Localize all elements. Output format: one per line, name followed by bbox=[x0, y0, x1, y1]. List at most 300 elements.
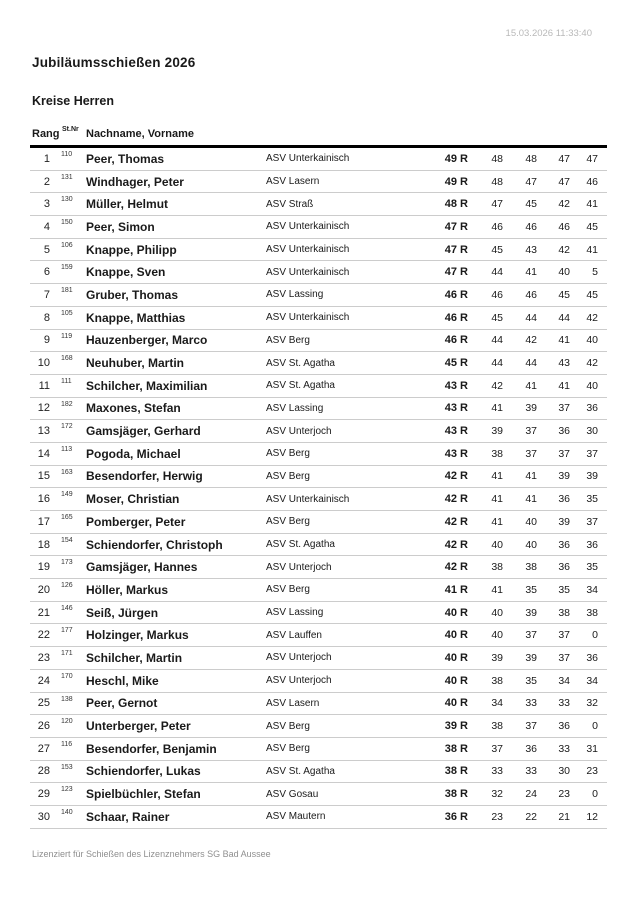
rank-cell: 14 bbox=[37, 447, 50, 460]
club-cell: ASV Lassing bbox=[266, 289, 324, 301]
series2-cell: 39 bbox=[525, 402, 537, 415]
start-number-cell: 172 bbox=[61, 423, 73, 431]
name-cell: Moser, Christian bbox=[86, 492, 180, 507]
table-row bbox=[30, 761, 607, 784]
name-cell: Pomberger, Peter bbox=[86, 514, 186, 529]
table-row bbox=[30, 693, 607, 716]
club-cell: ASV Berg bbox=[266, 334, 310, 346]
rank-cell: 28 bbox=[37, 765, 50, 778]
series3-cell: 23 bbox=[558, 788, 570, 801]
start-number-cell: 177 bbox=[61, 627, 73, 635]
series3-cell: 42 bbox=[558, 243, 570, 256]
club-cell: ASV Lasern bbox=[266, 176, 320, 188]
start-number-cell: 149 bbox=[61, 491, 73, 499]
club-cell: ASV St. Agatha bbox=[266, 357, 335, 369]
club-cell: ASV Berg bbox=[266, 743, 310, 755]
start-number-cell: 138 bbox=[61, 695, 73, 703]
series1-cell: 40 bbox=[491, 606, 503, 619]
series1-cell: 48 bbox=[491, 175, 503, 188]
series2-cell: 37 bbox=[525, 425, 537, 438]
total-score-cell: 48 R bbox=[444, 198, 468, 211]
table-row bbox=[30, 443, 607, 466]
series3-cell: 33 bbox=[558, 742, 570, 755]
series3-cell: 33 bbox=[558, 697, 570, 710]
series3-cell: 38 bbox=[558, 606, 570, 619]
start-number-cell: 130 bbox=[61, 196, 73, 204]
series4-cell: 34 bbox=[586, 583, 598, 596]
series2-cell: 37 bbox=[525, 720, 537, 733]
rank-cell: 19 bbox=[37, 561, 50, 574]
start-number-cell: 119 bbox=[61, 332, 73, 340]
total-score-cell: 43 R bbox=[444, 402, 468, 415]
club-cell: ASV St. Agatha bbox=[266, 380, 335, 392]
club-cell: ASV Berg bbox=[266, 584, 310, 596]
club-cell: ASV Unterkainisch bbox=[266, 244, 350, 256]
rank-cell: 24 bbox=[37, 674, 50, 687]
total-score-cell: 40 R bbox=[444, 629, 468, 642]
series4-cell: 37 bbox=[586, 447, 598, 460]
series1-cell: 39 bbox=[491, 651, 503, 664]
rank-cell: 20 bbox=[37, 583, 50, 596]
rank-cell: 10 bbox=[37, 357, 50, 370]
club-cell: ASV Lassing bbox=[266, 402, 324, 414]
series3-cell: 37 bbox=[558, 447, 570, 460]
series1-cell: 45 bbox=[491, 311, 503, 324]
club-cell: ASV Unterjoch bbox=[266, 675, 332, 687]
table-row bbox=[30, 806, 607, 829]
start-number-cell: 182 bbox=[61, 400, 73, 408]
table-row bbox=[30, 466, 607, 489]
total-score-cell: 41 R bbox=[444, 583, 468, 596]
total-score-cell: 42 R bbox=[444, 470, 468, 483]
series4-cell: 42 bbox=[586, 311, 598, 324]
club-cell: ASV Lassing bbox=[266, 607, 324, 619]
series3-cell: 21 bbox=[558, 810, 570, 823]
start-number-cell: 116 bbox=[61, 740, 73, 748]
series3-cell: 39 bbox=[558, 470, 570, 483]
series1-cell: 32 bbox=[491, 788, 503, 801]
series4-cell: 41 bbox=[586, 198, 598, 211]
start-number-cell: 181 bbox=[61, 287, 73, 295]
series3-cell: 40 bbox=[558, 266, 570, 279]
club-cell: ASV Gosau bbox=[266, 788, 319, 800]
series2-cell: 43 bbox=[525, 243, 537, 256]
rank-cell: 4 bbox=[43, 220, 50, 233]
series2-cell: 45 bbox=[525, 198, 537, 211]
start-number-cell: 154 bbox=[61, 536, 73, 544]
name-cell: Schilcher, Martin bbox=[86, 650, 183, 665]
start-number-cell: 110 bbox=[61, 151, 73, 158]
series1-cell: 42 bbox=[491, 379, 503, 392]
rank-cell: 21 bbox=[37, 606, 50, 619]
name-cell: Unterberger, Peter bbox=[86, 719, 191, 734]
total-score-cell: 38 R bbox=[444, 788, 468, 801]
table-row bbox=[30, 420, 607, 443]
series3-cell: 47 bbox=[558, 152, 570, 165]
rank-cell: 6 bbox=[43, 266, 50, 279]
club-cell: ASV Berg bbox=[266, 516, 310, 528]
rank-cell: 30 bbox=[37, 810, 50, 823]
total-score-cell: 43 R bbox=[444, 447, 468, 460]
name-cell: Seiß, Jürgen bbox=[86, 605, 159, 620]
series3-cell: 41 bbox=[558, 379, 570, 392]
table-row bbox=[30, 556, 607, 579]
total-score-cell: 46 R bbox=[444, 288, 468, 301]
total-score-cell: 38 R bbox=[444, 742, 468, 755]
name-cell: Gamsjäger, Hannes bbox=[86, 560, 198, 575]
series3-cell: 44 bbox=[558, 311, 570, 324]
column-header-start-number: St.Nr bbox=[62, 126, 79, 133]
rank-cell: 27 bbox=[37, 742, 50, 755]
series1-cell: 46 bbox=[491, 288, 503, 301]
table-row bbox=[30, 783, 607, 806]
series3-cell: 43 bbox=[558, 357, 570, 370]
series2-cell: 40 bbox=[525, 538, 537, 551]
name-cell: Holzinger, Markus bbox=[86, 628, 189, 643]
club-cell: ASV Straß bbox=[266, 198, 314, 210]
club-cell: ASV Unterkainisch bbox=[266, 221, 350, 233]
total-score-cell: 49 R bbox=[444, 152, 468, 165]
series1-cell: 40 bbox=[491, 538, 503, 551]
series4-cell: 36 bbox=[586, 538, 598, 551]
name-cell: Gamsjäger, Gerhard bbox=[86, 424, 201, 439]
series2-cell: 38 bbox=[525, 561, 537, 574]
total-score-cell: 42 R bbox=[444, 538, 468, 551]
series3-cell: 37 bbox=[558, 629, 570, 642]
total-score-cell: 47 R bbox=[444, 243, 468, 256]
start-number-cell: 111 bbox=[61, 377, 72, 385]
column-header-name: Nachname, Vorname bbox=[86, 128, 195, 140]
name-cell: Windhager, Peter bbox=[86, 174, 184, 189]
series1-cell: 44 bbox=[491, 357, 503, 370]
club-cell: ASV Berg bbox=[266, 720, 310, 732]
series3-cell: 46 bbox=[558, 220, 570, 233]
start-number-cell: 150 bbox=[61, 219, 73, 227]
series4-cell: 5 bbox=[592, 266, 598, 279]
table-row bbox=[30, 171, 607, 194]
name-cell: Besendorfer, Herwig bbox=[86, 469, 203, 484]
series4-cell: 0 bbox=[592, 788, 598, 801]
table-row bbox=[30, 579, 607, 602]
series1-cell: 38 bbox=[491, 720, 503, 733]
rank-cell: 22 bbox=[37, 629, 50, 642]
series1-cell: 33 bbox=[491, 765, 503, 778]
total-score-cell: 47 R bbox=[444, 266, 468, 279]
total-score-cell: 40 R bbox=[444, 697, 468, 710]
club-cell: ASV Unterkainisch bbox=[266, 312, 350, 324]
series2-cell: 35 bbox=[525, 674, 537, 687]
club-cell: ASV Lasern bbox=[266, 697, 320, 709]
category-subtitle: Kreise Herren bbox=[32, 94, 114, 108]
page-title: Jubiläumsschießen 2026 bbox=[32, 55, 196, 70]
club-cell: ASV St. Agatha bbox=[266, 765, 335, 777]
series1-cell: 48 bbox=[491, 152, 503, 165]
rank-cell: 18 bbox=[37, 538, 50, 551]
series4-cell: 36 bbox=[586, 402, 598, 415]
total-score-cell: 38 R bbox=[444, 765, 468, 778]
club-cell: ASV Berg bbox=[266, 448, 310, 460]
total-score-cell: 43 R bbox=[444, 425, 468, 438]
table-row bbox=[30, 193, 607, 216]
series4-cell: 35 bbox=[586, 561, 598, 574]
total-score-cell: 42 R bbox=[444, 493, 468, 506]
table-row bbox=[30, 534, 607, 557]
series4-cell: 34 bbox=[586, 674, 598, 687]
club-cell: ASV St. Agatha bbox=[266, 539, 335, 551]
series3-cell: 37 bbox=[558, 651, 570, 664]
series2-cell: 47 bbox=[525, 175, 537, 188]
series3-cell: 36 bbox=[558, 561, 570, 574]
start-number-cell: 146 bbox=[61, 604, 73, 612]
name-cell: Schiendorfer, Christoph bbox=[86, 537, 223, 552]
start-number-cell: 126 bbox=[61, 582, 73, 590]
rank-cell: 11 bbox=[38, 379, 50, 392]
total-score-cell: 42 R bbox=[444, 561, 468, 574]
license-footer: Lizenziert für Schießen des Lizenznehmers SG Bad Aussee bbox=[32, 849, 271, 859]
series4-cell: 35 bbox=[586, 493, 598, 506]
club-cell: ASV Unterjoch bbox=[266, 652, 332, 664]
table-row bbox=[30, 602, 607, 625]
total-score-cell: 46 R bbox=[444, 311, 468, 324]
start-number-cell: 173 bbox=[61, 559, 73, 567]
results-table bbox=[30, 126, 607, 829]
rank-cell: 29 bbox=[37, 788, 50, 801]
total-score-cell: 46 R bbox=[444, 334, 468, 347]
series4-cell: 30 bbox=[586, 425, 598, 438]
series4-cell: 23 bbox=[586, 765, 598, 778]
start-number-cell: 159 bbox=[61, 264, 73, 272]
series4-cell: 45 bbox=[586, 220, 598, 233]
series1-cell: 38 bbox=[491, 561, 503, 574]
rank-cell: 16 bbox=[37, 493, 50, 506]
series2-cell: 36 bbox=[525, 742, 537, 755]
name-cell: Schiendorfer, Lukas bbox=[86, 764, 201, 779]
series1-cell: 37 bbox=[491, 742, 503, 755]
table-row bbox=[30, 670, 607, 693]
series2-cell: 33 bbox=[525, 697, 537, 710]
start-number-cell: 120 bbox=[61, 718, 73, 726]
total-score-cell: 39 R bbox=[444, 720, 468, 733]
series3-cell: 45 bbox=[558, 288, 570, 301]
series1-cell: 46 bbox=[491, 220, 503, 233]
series2-cell: 46 bbox=[525, 288, 537, 301]
series4-cell: 38 bbox=[586, 606, 598, 619]
start-number-cell: 168 bbox=[61, 355, 73, 363]
series4-cell: 0 bbox=[592, 720, 598, 733]
series1-cell: 47 bbox=[491, 198, 503, 211]
name-cell: Gruber, Thomas bbox=[86, 287, 179, 302]
series3-cell: 36 bbox=[558, 538, 570, 551]
series2-cell: 37 bbox=[525, 447, 537, 460]
start-number-cell: 153 bbox=[61, 763, 73, 771]
club-cell: ASV Unterjoch bbox=[266, 425, 332, 437]
series2-cell: 41 bbox=[525, 493, 537, 506]
series4-cell: 39 bbox=[586, 470, 598, 483]
table-row bbox=[30, 511, 607, 534]
series4-cell: 40 bbox=[586, 379, 598, 392]
series4-cell: 47 bbox=[586, 152, 598, 165]
club-cell: ASV Lauffen bbox=[266, 629, 322, 641]
table-row bbox=[30, 715, 607, 738]
series1-cell: 44 bbox=[491, 266, 503, 279]
table-header-row bbox=[30, 126, 607, 148]
print-timestamp: 15.03.2026 11:33:40 bbox=[505, 28, 592, 39]
series2-cell: 33 bbox=[525, 765, 537, 778]
series2-cell: 41 bbox=[525, 379, 537, 392]
table-body bbox=[30, 148, 607, 829]
table-row bbox=[30, 738, 607, 761]
series4-cell: 12 bbox=[586, 810, 598, 823]
series4-cell: 42 bbox=[586, 357, 598, 370]
series2-cell: 41 bbox=[525, 266, 537, 279]
series4-cell: 32 bbox=[586, 697, 598, 710]
rank-cell: 3 bbox=[43, 198, 50, 211]
table-row bbox=[30, 307, 607, 330]
rank-cell: 25 bbox=[37, 697, 50, 710]
series1-cell: 38 bbox=[491, 674, 503, 687]
series2-cell: 40 bbox=[525, 515, 537, 528]
name-cell: Pogoda, Michael bbox=[86, 446, 181, 461]
series1-cell: 41 bbox=[491, 402, 503, 415]
name-cell: Knappe, Philipp bbox=[86, 242, 177, 257]
total-score-cell: 36 R bbox=[444, 810, 468, 823]
rank-cell: 13 bbox=[37, 425, 50, 438]
total-score-cell: 40 R bbox=[444, 674, 468, 687]
series3-cell: 34 bbox=[558, 674, 570, 687]
series1-cell: 44 bbox=[491, 334, 503, 347]
series4-cell: 41 bbox=[586, 243, 598, 256]
start-number-cell: 131 bbox=[61, 173, 73, 181]
total-score-cell: 40 R bbox=[444, 651, 468, 664]
name-cell: Hauzenberger, Marco bbox=[86, 333, 208, 348]
series3-cell: 47 bbox=[558, 175, 570, 188]
rank-cell: 12 bbox=[37, 402, 50, 415]
series2-cell: 41 bbox=[525, 470, 537, 483]
series2-cell: 39 bbox=[525, 651, 537, 664]
total-score-cell: 43 R bbox=[444, 379, 468, 392]
name-cell: Müller, Helmut bbox=[86, 197, 169, 212]
name-cell: Peer, Thomas bbox=[86, 151, 165, 166]
series1-cell: 41 bbox=[491, 583, 503, 596]
club-cell: ASV Berg bbox=[266, 470, 310, 482]
series3-cell: 42 bbox=[558, 198, 570, 211]
start-number-cell: 105 bbox=[61, 309, 73, 317]
series4-cell: 37 bbox=[586, 515, 598, 528]
club-cell: ASV Unterkainisch bbox=[266, 266, 350, 278]
series3-cell: 36 bbox=[558, 720, 570, 733]
series1-cell: 23 bbox=[491, 810, 503, 823]
series4-cell: 40 bbox=[586, 334, 598, 347]
club-cell: ASV Unterjoch bbox=[266, 561, 332, 573]
start-number-cell: 140 bbox=[61, 808, 73, 816]
series2-cell: 42 bbox=[525, 334, 537, 347]
series1-cell: 41 bbox=[491, 493, 503, 506]
series3-cell: 30 bbox=[558, 765, 570, 778]
series1-cell: 38 bbox=[491, 447, 503, 460]
start-number-cell: 163 bbox=[61, 468, 73, 476]
name-cell: Knappe, Matthias bbox=[86, 310, 186, 325]
table-row bbox=[30, 284, 607, 307]
series2-cell: 46 bbox=[525, 220, 537, 233]
club-cell: ASV Unterkainisch bbox=[266, 153, 350, 165]
name-cell: Neuhuber, Martin bbox=[86, 356, 185, 371]
series4-cell: 36 bbox=[586, 651, 598, 664]
rank-cell: 23 bbox=[37, 651, 50, 664]
total-score-cell: 49 R bbox=[444, 175, 468, 188]
series2-cell: 44 bbox=[525, 357, 537, 370]
column-header-rank: Rang bbox=[32, 128, 60, 140]
series1-cell: 45 bbox=[491, 243, 503, 256]
table-row bbox=[30, 239, 607, 262]
table-row bbox=[30, 398, 607, 421]
table-row bbox=[30, 148, 607, 171]
rank-cell: 9 bbox=[43, 334, 50, 347]
rank-cell: 1 bbox=[43, 152, 50, 165]
series3-cell: 36 bbox=[558, 425, 570, 438]
series3-cell: 39 bbox=[558, 515, 570, 528]
table-row bbox=[30, 647, 607, 670]
series3-cell: 35 bbox=[558, 583, 570, 596]
name-cell: Knappe, Sven bbox=[86, 265, 166, 280]
table-row bbox=[30, 375, 607, 398]
series2-cell: 48 bbox=[525, 152, 537, 165]
club-cell: ASV Mautern bbox=[266, 811, 326, 823]
rank-cell: 2 bbox=[43, 175, 50, 188]
rank-cell: 7 bbox=[43, 288, 50, 301]
series2-cell: 44 bbox=[525, 311, 537, 324]
name-cell: Peer, Simon bbox=[86, 219, 155, 234]
name-cell: Heschl, Mike bbox=[86, 673, 159, 688]
table-row bbox=[30, 624, 607, 647]
table-row bbox=[30, 216, 607, 239]
series2-cell: 35 bbox=[525, 583, 537, 596]
series3-cell: 41 bbox=[558, 334, 570, 347]
club-cell: ASV Unterkainisch bbox=[266, 493, 350, 505]
series3-cell: 36 bbox=[558, 493, 570, 506]
series4-cell: 45 bbox=[586, 288, 598, 301]
table-row bbox=[30, 330, 607, 353]
table-row bbox=[30, 352, 607, 375]
name-cell: Spielbüchler, Stefan bbox=[86, 787, 201, 802]
total-score-cell: 45 R bbox=[444, 357, 468, 370]
series1-cell: 41 bbox=[491, 470, 503, 483]
total-score-cell: 42 R bbox=[444, 515, 468, 528]
series2-cell: 24 bbox=[525, 788, 537, 801]
name-cell: Maxones, Stefan bbox=[86, 401, 181, 416]
start-number-cell: 170 bbox=[61, 672, 73, 680]
rank-cell: 15 bbox=[37, 470, 50, 483]
start-number-cell: 113 bbox=[61, 445, 73, 453]
series4-cell: 0 bbox=[592, 629, 598, 642]
start-number-cell: 171 bbox=[61, 650, 73, 658]
name-cell: Besendorfer, Benjamin bbox=[86, 741, 217, 756]
start-number-cell: 165 bbox=[61, 514, 73, 521]
start-number-cell: 123 bbox=[61, 786, 73, 794]
rank-cell: 5 bbox=[43, 243, 50, 256]
rank-cell: 8 bbox=[43, 311, 50, 324]
series2-cell: 39 bbox=[525, 606, 537, 619]
table-row bbox=[30, 261, 607, 284]
series1-cell: 39 bbox=[491, 425, 503, 438]
series1-cell: 41 bbox=[491, 515, 503, 528]
series1-cell: 40 bbox=[491, 629, 503, 642]
series2-cell: 22 bbox=[525, 810, 537, 823]
rank-cell: 26 bbox=[37, 720, 50, 733]
total-score-cell: 47 R bbox=[444, 220, 468, 233]
series1-cell: 34 bbox=[491, 697, 503, 710]
start-number-cell: 106 bbox=[61, 241, 73, 249]
series2-cell: 37 bbox=[525, 629, 537, 642]
